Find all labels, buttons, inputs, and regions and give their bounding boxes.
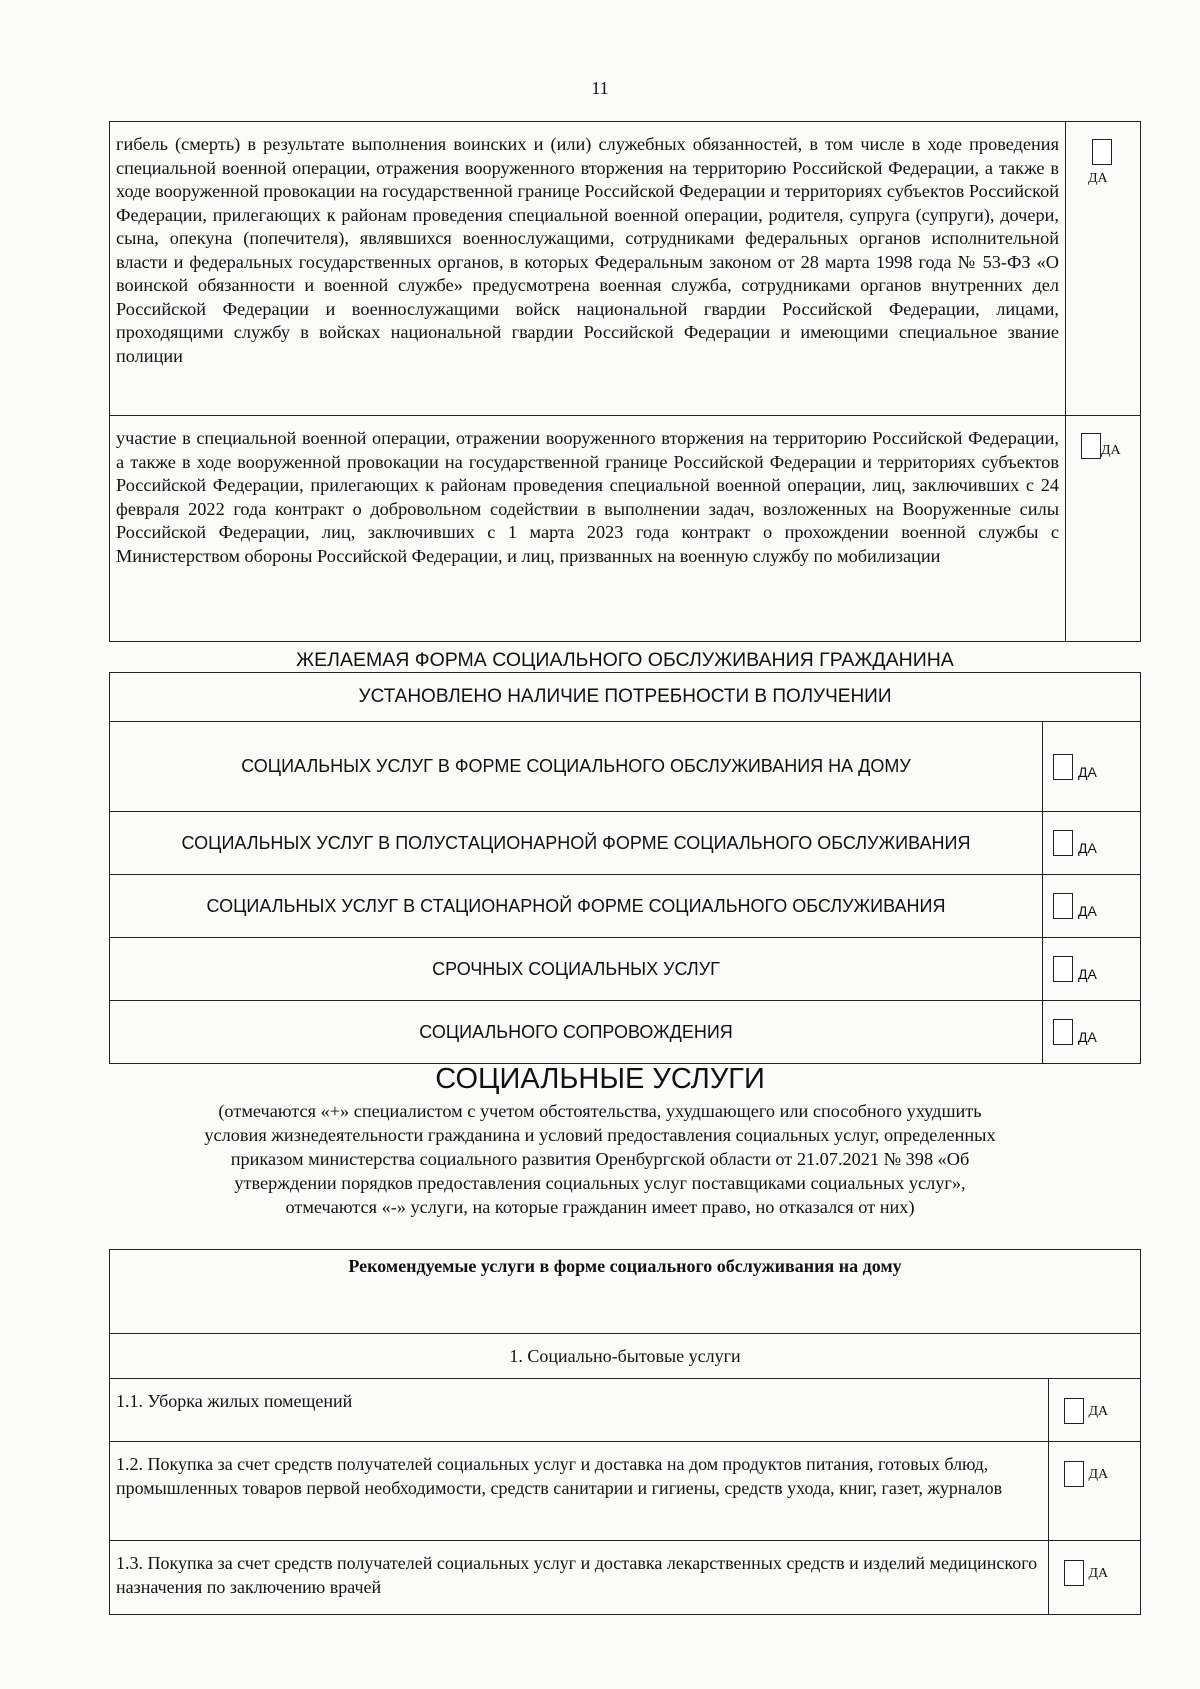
yes-label: ДА	[1101, 443, 1121, 458]
form-urgent-label: СРОЧНЫХ СОЦИАЛЬНЫХ УСЛУГ	[110, 938, 1043, 1001]
social-services-title: СОЦИАЛЬНЫЕ УСЛУГИ	[435, 1063, 765, 1095]
checkbox-medicine-delivery[interactable]	[1064, 1560, 1084, 1586]
table-row	[110, 722, 1141, 812]
yes-cell	[1049, 1442, 1141, 1541]
table-row	[110, 673, 1141, 722]
table-row	[110, 1001, 1141, 1064]
yes-option	[1067, 123, 1139, 187]
yes-cell	[1049, 1379, 1141, 1442]
checkbox-urgent[interactable]	[1053, 956, 1073, 982]
yes-cell	[1043, 875, 1141, 938]
category-household: 1. Социально-бытовые услуги	[110, 1334, 1141, 1379]
service-cleaning: 1.1. Уборка жилых помещений	[110, 1379, 1049, 1442]
yes-label: ДА	[1078, 903, 1097, 919]
form-home-label: СОЦИАЛЬНЫХ УСЛУГ В ФОРМЕ СОЦИАЛЬНОГО ОБСЛУЖИВАНИЯ НА ДОМУ	[110, 722, 1043, 812]
form-semi-stationary-label: СОЦИАЛЬНЫХ УСЛУГ В ПОЛУСТАЦИОНАРНОЙ ФОРМЕ СОЦИАЛЬНОГО ОБСЛУЖИВАНИЯ	[110, 812, 1043, 875]
table-row	[110, 1250, 1141, 1334]
checkbox-stationary[interactable]	[1053, 893, 1073, 919]
yes-label: ДА	[1078, 763, 1097, 780]
yes-cell	[1043, 722, 1141, 812]
note-line: утверждении порядков предоставления социальных услуг поставщиками социальных услуг»,	[234, 1173, 966, 1193]
yes-cell	[1066, 122, 1141, 416]
table-row	[110, 122, 1141, 416]
table-row	[110, 812, 1141, 875]
yes-cell	[1043, 938, 1141, 1001]
checkbox-accompaniment[interactable]	[1053, 1019, 1073, 1045]
desired-form-table	[109, 672, 1141, 1064]
yes-cell	[1066, 416, 1141, 642]
checkbox-semi-stationary[interactable]	[1053, 830, 1073, 856]
yes-label: ДА	[1088, 1565, 1109, 1581]
recommended-services-table	[109, 1249, 1141, 1615]
yes-option	[1067, 417, 1139, 459]
yes-cell	[1043, 812, 1141, 875]
form-stationary-label: СОЦИАЛЬНЫХ УСЛУГ В СТАЦИОНАРНОЙ ФОРМЕ СОЦИАЛЬНОГО ОБСЛУЖИВАНИЯ	[110, 875, 1043, 938]
note-line: условия жизнедеятельности гражданина и условий предоставления социальных услуг, определенных	[204, 1125, 996, 1145]
checkbox-grocery-delivery[interactable]	[1064, 1461, 1084, 1487]
checkbox-home[interactable]	[1053, 754, 1073, 780]
table-row	[110, 938, 1141, 1001]
table-row	[110, 1541, 1141, 1615]
yes-label: ДА	[1078, 966, 1097, 982]
desired-form-title: ЖЕЛАЕМАЯ ФОРМА СОЦИАЛЬНОГО ОБСЛУЖИВАНИЯ ГРАЖДАНИНА	[296, 649, 954, 671]
yes-label: ДА	[1088, 171, 1108, 186]
checkbox-cleaning[interactable]	[1064, 1398, 1084, 1424]
yes-label: ДА	[1088, 1403, 1109, 1419]
form-accompaniment-label: СОЦИАЛЬНОГО СОПРОВОЖДЕНИЯ	[110, 1001, 1043, 1064]
yes-label: ДА	[1088, 1466, 1109, 1482]
table-row	[110, 1379, 1141, 1442]
eligibility-table	[109, 121, 1141, 642]
recommended-header: Рекомендуемые услуги в форме социального обслуживания на дому	[110, 1250, 1141, 1334]
page-number: 11	[591, 78, 609, 98]
table-row	[110, 1442, 1141, 1541]
service-medicine-delivery: 1.3. Покупка за счет средств получателей социальных услуг и доставка лекарственных средств и изделий медицинского назначения по заключению врачей	[110, 1541, 1049, 1615]
yes-cell	[1049, 1541, 1141, 1615]
checkbox-participation[interactable]	[1081, 433, 1101, 459]
note-line: (отмечаются «+» специалистом с учетом обстоятельства, ухудшающего или способного ухудшить	[218, 1101, 982, 1121]
yes-cell	[1043, 1001, 1141, 1064]
need-header: УСТАНОВЛЕНО НАЛИЧИЕ ПОТРЕБНОСТИ В ПОЛУЧЕНИИ	[110, 673, 1141, 722]
table-row	[110, 875, 1141, 938]
eligibility-text-participation: участие в специальной военной операции, отражении вооруженного вторжения на территорию Российской Федерации, а также в ходе вооруженной провокации на государственной границе Российской Федерации и территориях субъектов Российской Федерации, прилегающих к районам проведения специальной военной операции, лиц, заключивших с 24 февраля 2022 года контракт о добровольном содействии в выполнении задач, возложенных на Вооруженные силы Российской Федерации, лиц, заключивших с 1 марта 2023 года контракт о прохождении военной службы с Министерством обороны Российской Федерации, и лиц, призванных на военную службу по мобилизации	[110, 416, 1066, 642]
table-row	[110, 1334, 1141, 1379]
social-services-note	[150, 1099, 1050, 1219]
yes-label: ДА	[1078, 840, 1097, 856]
note-line: приказом министерства социального развития Оренбургской области от 21.07.2021 № 398 «Об	[230, 1149, 970, 1169]
eligibility-text-death: гибель (смерть) в результате выполнения воинских и (или) служебных обязанностей, в том числе в ходе проведения специальной военной операции, отражения вооруженного вторжения на территорию Российской Федерации, а также в ходе вооруженной провокации на государственной границе Российской Федерации и территориях субъектов Российской Федерации, прилегающих к районам проведения специальной военной операции, родителя, супруга (супруги), дочери, сына, опекуна (попечителя), являвшихся военнослужащими, сотрудниками федеральных органов исполнительной власти и федеральных государственных органов, в которых Федеральным законом от 28 марта 1998 года № 53-ФЗ «О воинской обязанности и военной службе» предусмотрена военная служба, сотрудниками органов внутренних дел Российской Федерации и военнослужащими войск национальной гвардии Российской Федерации, лицами, проходящими службу в войсках национальной гвардии Российской Федерации и имеющими специальное звание полиции	[110, 122, 1066, 416]
service-grocery-delivery: 1.2. Покупка за счет средств получателей социальных услуг и доставка на дом продуктов питания, готовых блюд, промышленных товаров первой необходимости, средств санитарии и гигиены, средств ухода, книг, газет, журналов	[110, 1442, 1049, 1541]
checkbox-death[interactable]	[1092, 139, 1112, 165]
table-row	[110, 416, 1141, 642]
yes-label: ДА	[1078, 1029, 1097, 1045]
note-line: отмечаются «-» услуги, на которые гражданин имеет право, но отказался от них)	[285, 1197, 915, 1217]
